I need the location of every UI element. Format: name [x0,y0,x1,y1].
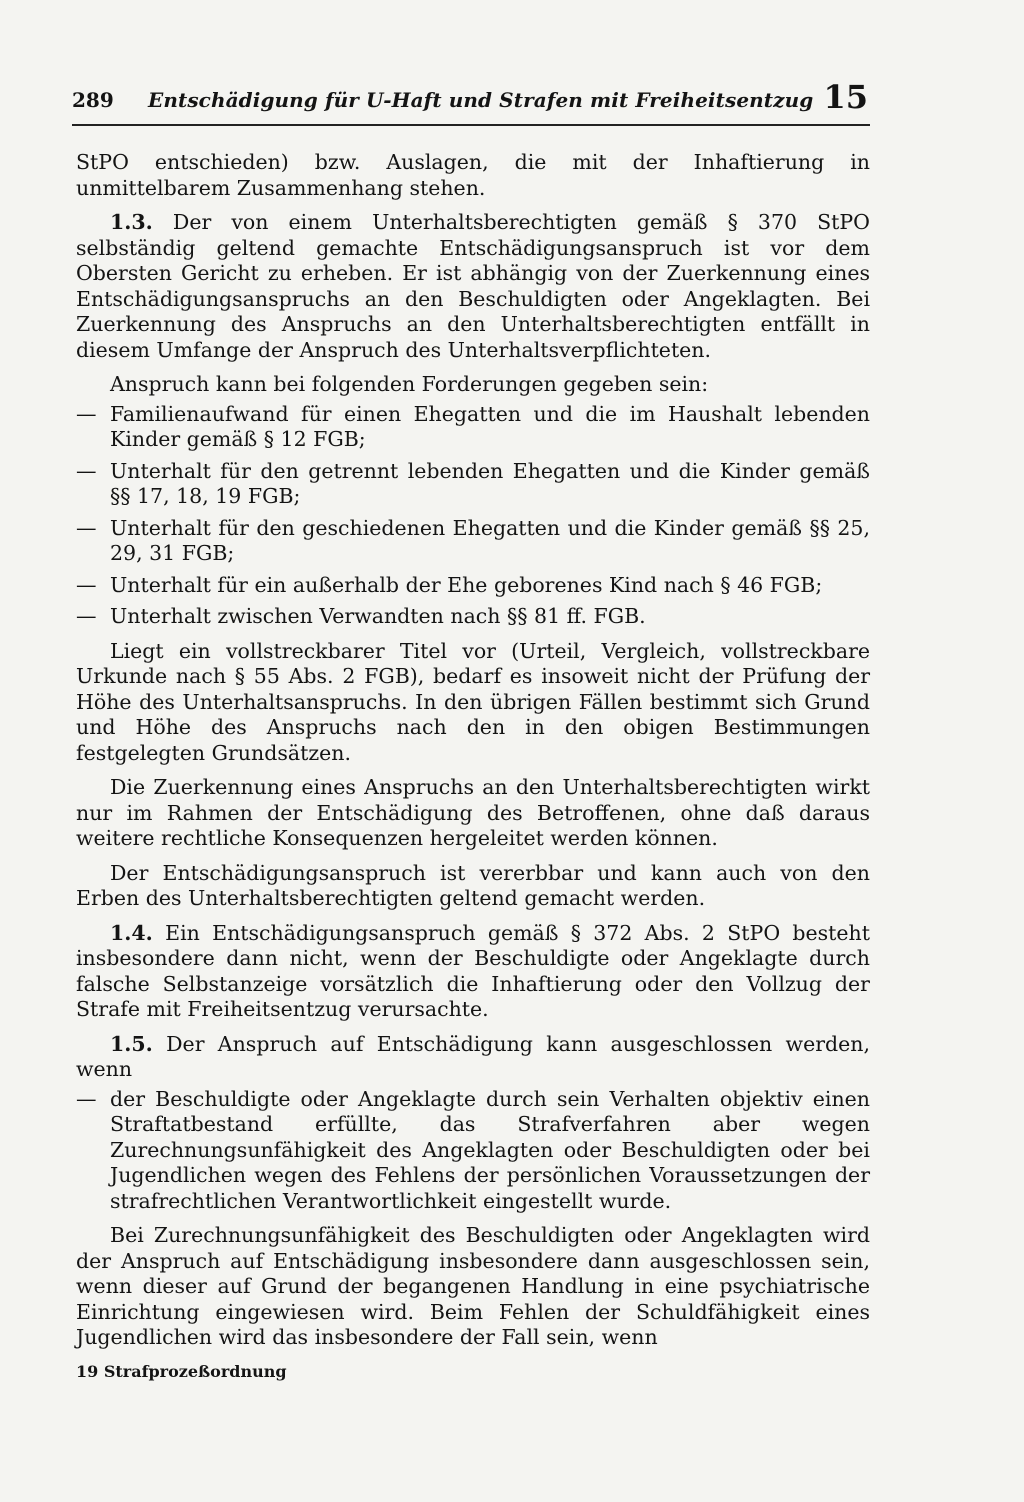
dash-bullet: — [76,1086,97,1111]
paragraph-claims-intro: Anspruch kann bei folgenden Forderungen gegeben sein: [110,372,709,396]
list-item-text: Unterhalt für ein außerhalb der Ehe geborenes Kind nach § 46 FGB; [110,572,823,597]
list-item-text: Unterhalt zwischen Verwandten nach §§ 81 ff. FGB. [110,604,646,628]
section-text: Der Anspruch auf Entschädigung kann ausgeschlossen werden, wenn [76,1031,870,1081]
list-item-text: Familienaufwand für einen Ehegatten und die im Haushalt lebenden Kinder gemäß § 12 FGB; [110,401,870,451]
body-text [76,150,870,1360]
dash-bullet: — [76,401,97,426]
list-item [76,573,870,599]
list-item [76,459,870,510]
section-1-3 [76,210,870,363]
section-number: 1.3. [110,210,153,234]
paragraph-title: Liegt ein vollstreckbarer Titel vor (Urteil, Vergleich, vollstreckbare Urkunde nach § 55 Abs. 2 FGB), bedarf es insoweit nicht der Prüfung der Höhe des Unterhaltsanspruchs. In den übrigen Fällen bestimmt sich Grund und Höhe des Anspruchs nach den in den obigen Bestimmungen festgelegten Grundsätzen. [76,638,870,765]
list-item [76,604,870,630]
running-title: Entschädigung für U-Haft und Strafen mit Freiheitsentzug [148,88,814,112]
section-1-5 [76,1032,870,1083]
list-item [76,516,870,567]
list-item-text: Unterhalt für den geschiedenen Ehegatten und die Kinder gemäß §§ 25, 29, 31 FGB; [110,515,870,565]
paragraph-inheritance: Der Entschädigungsanspruch ist vererbbar und kann auch von den Erben des Unterhaltsberechtigten geltend gemacht werden. [76,860,870,910]
list-item [76,1087,870,1215]
dash-bullet: — [76,604,97,628]
chapter-number: 15 [823,78,868,116]
page-header [72,78,872,120]
paragraph-recognition: Die Zuerkennung eines Anspruchs an den Unterhaltsberechtigten wirkt nur im Rahmen der Entschädigung des Betroffenen, ohne daß daraus weitere rechtliche Konsequenzen hergeleitet werden können. [76,775,870,850]
dash-bullet: — [76,572,97,597]
list-item-text: der Beschuldigte oder Angeklagte durch sein Verhalten objektiv einen Straftatbestand erfüllte, das Strafverfahren aber wegen Zurechnungsunfähigkeit des Angeklagten oder Beschuldigten oder bei Jugendlichen wegen des Fehlens der persönlichen Voraussetzungen der strafrechtlichen Verantwortlichkeit eingestellt wurde. [110,1086,870,1213]
list-item [76,402,870,453]
dash-bullet: — [76,515,97,540]
header-rule [72,124,870,126]
section-text: Der von einem Unterhaltsberechtigten gemäß § 370 StPO selbständig geltend gemachte Entschädigungsanspruch ist vor dem Obersten Gericht zu erheben. Er ist abhängig von der Zuerkennung eines Entschädigungsanspruchs an den Beschuldigten oder Angeklagten. Bei Zuerkennung des Anspruchs an den Unterhaltsberechtigten entfällt in diesem Umfange der Anspruch des Unterhaltsverpflichteten. [76,210,870,362]
section-text: Ein Entschädigungsanspruch gemäß § 372 Abs. 2 StPO besteht insbesondere dann nicht, wenn der Beschuldigte oder Angeklagte durch falsche Selbstanzeige vorsätzlich die Inhaftierung oder den Vollzug der Strafe mit Freiheitsentzug verursachte. [76,920,870,1021]
list-item-text: Unterhalt für den getrennt lebenden Ehegatten und die Kinder gemäß §§ 17, 18, 19 FGB; [110,458,870,508]
signature-mark: 19 Strafprozeßordnung [76,1362,287,1381]
section-1-4 [76,921,870,1023]
page-number: 289 [72,88,114,112]
section-number: 1.5. [110,1031,153,1056]
paragraph-incapacity: Bei Zurechnungsunfähigkeit des Beschuldigten oder Angeklagten wird der Anspruch auf Entschädigung insbesondere dann ausgeschlossen sein, wenn dieser auf Grund der begangenen Handlung in eine psychiatrische Einrichtung eingewiesen wird. Beim Fehlen der Schuldfähigkeit eines Jugendlichen wird das insbesondere der Fall sein, wenn [76,1223,870,1349]
section-number: 1.4. [110,920,153,945]
dash-bullet: — [76,458,97,483]
paragraph-continuation: StPO entschieden) bzw. Auslagen, die mit der Inhaftierung in unmittelbarem Zusammenhang stehen. [76,150,870,200]
